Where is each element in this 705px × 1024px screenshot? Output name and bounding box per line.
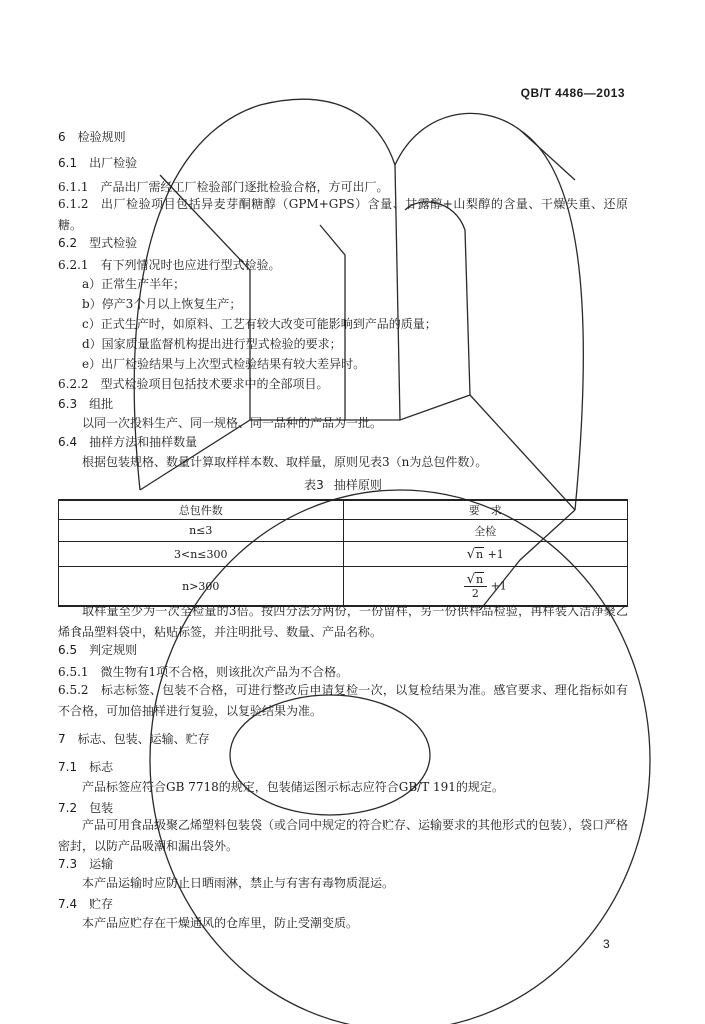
table-header: 要 求 bbox=[343, 500, 628, 520]
section-6-5-heading: 6.5 判定规则 bbox=[58, 643, 138, 657]
section-6-3-text: 以同一次投料生产、同一规格、同一品种的产品为一批。 bbox=[82, 416, 383, 430]
list-item: b）停产3个月以上恢复生产； bbox=[82, 297, 242, 311]
clause-6-5-1: 6.5.1 微生物有1项不合格，则该批次产品为不合格。 bbox=[58, 665, 349, 679]
section-7-1-heading: 7.1 标志 bbox=[58, 760, 114, 774]
section-7-3-text: 本产品运输时应防止日晒雨淋，禁止与有害有毒物质混运。 bbox=[82, 876, 395, 890]
section-6-4-text: 根据包装规格、数量计算取样样本数、取样量，原则见表3（n为总包件数）。 bbox=[82, 455, 488, 469]
table-cell: n≤3 bbox=[59, 520, 344, 542]
section-7-heading: 7 标志、包装、运输、贮存 bbox=[58, 732, 210, 746]
section-7-4-heading: 7.4 贮存 bbox=[58, 897, 114, 911]
section-7-2-text: 产品可用食品级聚乙烯塑料包装袋（或合同中规定的符合贮存、运输要求的其他形式的包装），袋口严格密封，以防产品吸潮和漏出袋外。 bbox=[58, 818, 629, 853]
clause-6-2-1: 6.2.1 有下列情况时也应进行型式检验。 bbox=[58, 258, 281, 272]
section-6-3-heading: 6.3 组批 bbox=[58, 397, 114, 411]
table-row bbox=[59, 542, 628, 567]
section-6-heading: 6 检验规则 bbox=[58, 130, 126, 144]
table-cell: 全检 bbox=[343, 520, 628, 542]
list-item: c）正式生产时，如原料、工艺有较大改变可能影响到产品的质量； bbox=[82, 317, 437, 331]
table-cell: √n +1 bbox=[343, 542, 628, 567]
document-header: QB/T 4486—2013 bbox=[520, 86, 625, 100]
page-number: 3 bbox=[603, 937, 610, 951]
section-6-2-heading: 6.2 型式检验 bbox=[58, 236, 138, 250]
section-7-1-text: 产品标签应符合GB 7718的规定，包装储运图示标志应符合GB/T 191的规定。 bbox=[82, 780, 504, 794]
section-7-3-heading: 7.3 运输 bbox=[58, 857, 114, 871]
section-7-2-heading: 7.2 包装 bbox=[58, 801, 114, 815]
list-item: d）国家质量监督机构提出进行型式检验的要求； bbox=[82, 337, 342, 351]
clause-6-5-2: 6.5.2 标志标签、包装不合格，可进行整改后申请复检一次，以复检结果为准。感官要求、理化指标如有不合格，可加倍抽样进行复验，以复验结果为准。 bbox=[58, 683, 628, 718]
list-item: a）正常生产半年； bbox=[82, 277, 186, 291]
clause-6-2-2: 6.2.2 型式检验项目包括技术要求中的全部项目。 bbox=[58, 377, 329, 391]
table-cell: n>300 bbox=[59, 567, 344, 607]
section-6-1-heading: 6.1 出厂检验 bbox=[58, 156, 138, 170]
section-6-4-heading: 6.4 抽样方法和抽样数量 bbox=[58, 435, 198, 449]
table-cell: 3<n≤300 bbox=[59, 542, 344, 567]
sampling-table bbox=[58, 499, 628, 607]
table-3-caption: 表3 抽样原则 bbox=[304, 478, 382, 492]
sampling-paragraph: 取样量至少为一次全检量的3倍。按四分法分两份，一份留样，另一份供样品检验，再样装入洁净聚乙烯食品塑料袋中，粘贴标签，并注明批号、数量、产品名称。 bbox=[58, 604, 628, 639]
section-7-4-text: 本产品应贮存在干燥通风的仓库里，防止受潮变质。 bbox=[82, 916, 359, 930]
clause-6-1-2: 6.1.2 出厂检验项目包括异麦芽酮糖醇（GPM+GPS）含量、甘露醇+山梨醇的含量、干燥失重、还原糖。 bbox=[58, 197, 628, 232]
table-cell: $\frac{√n}{2}$ +1 bbox=[343, 567, 628, 607]
list-item: e）出厂检验结果与上次型式检验结果有较大差异时。 bbox=[82, 357, 366, 371]
table-row bbox=[59, 520, 628, 542]
table-header: 总包件数 bbox=[59, 500, 344, 520]
clause-6-1-1: 6.1.1 产品出厂需经工厂检验部门逐批检验合格，方可出厂。 bbox=[58, 180, 389, 194]
